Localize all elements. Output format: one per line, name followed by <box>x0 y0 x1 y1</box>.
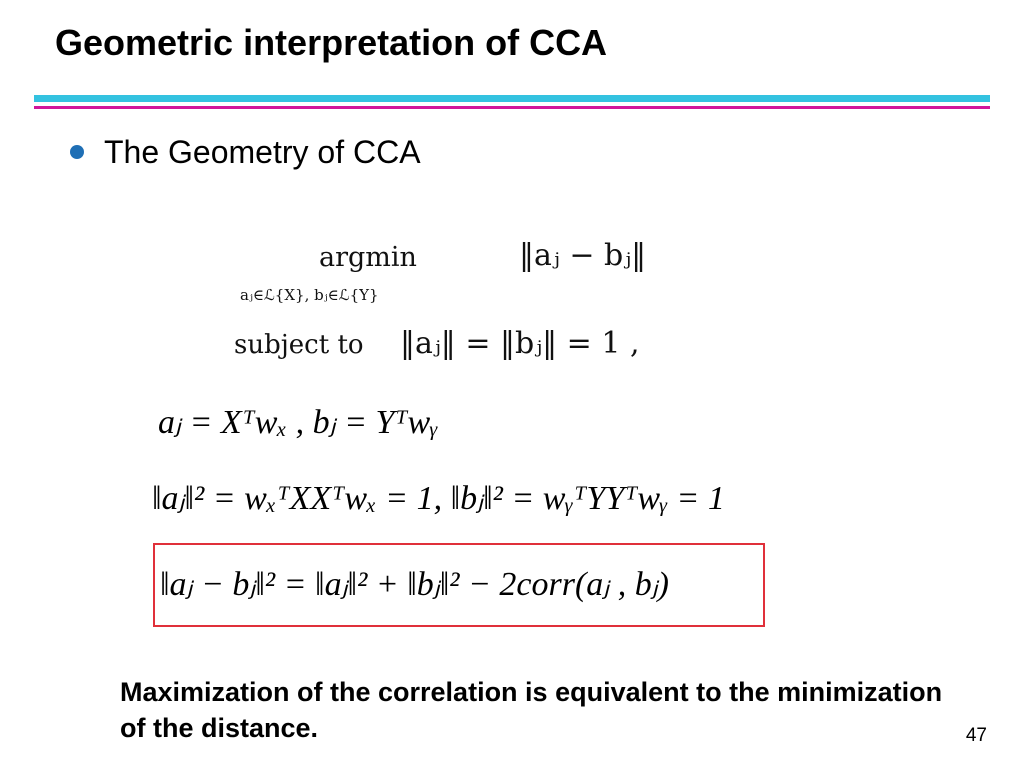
constraint-expression: ‖aⱼ‖ = ‖bⱼ‖ = 1 , <box>400 326 640 361</box>
objective-norm: ‖aⱼ − bⱼ‖ <box>519 238 647 273</box>
argmin-label: argmin <box>319 242 417 273</box>
equation-distance-correlation: ‖aⱼ − bⱼ‖² = ‖aⱼ‖² + ‖bⱼ‖² − 2corr(aⱼ , bⱼ) <box>160 566 669 603</box>
slide-title: Geometric interpretation of CCA <box>55 22 608 63</box>
title-rule-magenta <box>34 106 990 109</box>
argmin-subscript: aⱼ∈ℒ{X}, bⱼ∈ℒ{Y} <box>240 286 379 304</box>
title-rule-cyan <box>34 95 990 102</box>
bullet-text: The Geometry of CCA <box>104 134 421 170</box>
page-number: 47 <box>965 725 987 746</box>
bullet-dot-icon <box>70 145 84 159</box>
equation-projection: aⱼ = Xᵀwₓ , bⱼ = Yᵀwᵧ <box>158 404 439 441</box>
equation-unit-norm: ‖aⱼ‖² = wₓᵀXXᵀwₓ = 1, ‖bⱼ‖² = wᵧᵀYYᵀwᵧ = 1 <box>152 480 725 517</box>
conclusion-text: Maximization of the correlation is equivalent to the minimization of the distance. <box>120 677 943 743</box>
subject-to-label: subject to <box>234 330 364 360</box>
